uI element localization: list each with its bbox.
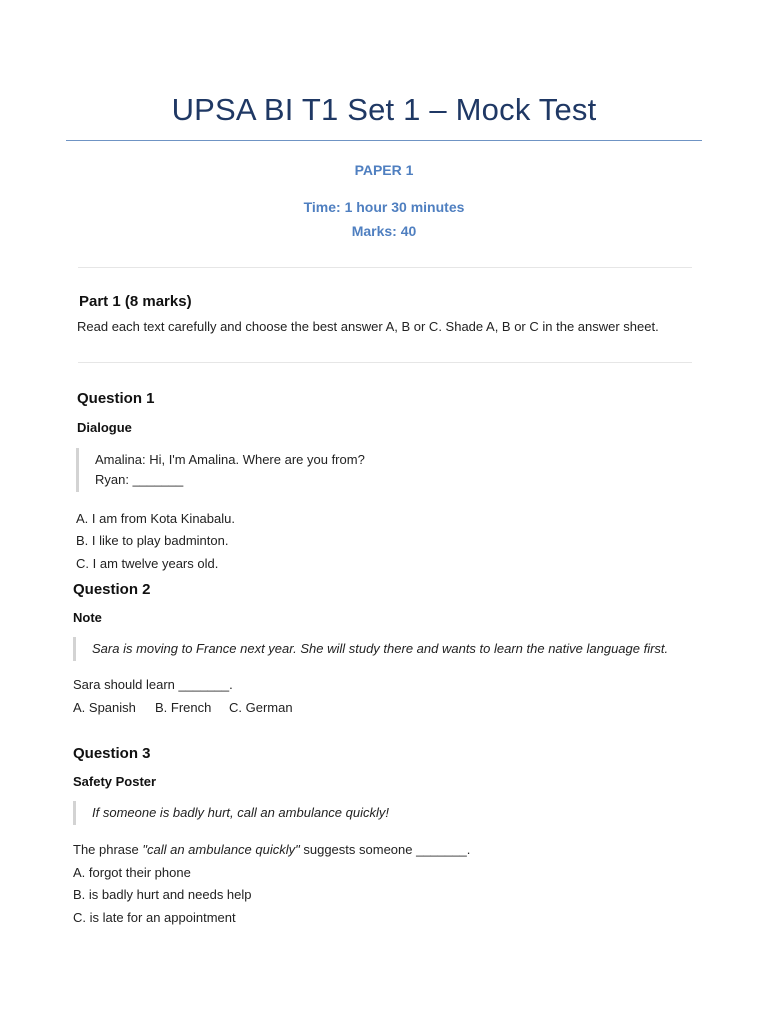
answer-option: A. I am from Kota Kinabalu. bbox=[76, 511, 235, 526]
stem-phrase: "call an ambulance quickly" bbox=[142, 842, 300, 857]
stem-text: suggests someone _______. bbox=[299, 842, 471, 857]
answer-option: A. forgot their phone bbox=[73, 865, 191, 880]
question-heading: Question 2 bbox=[73, 581, 151, 598]
paper-label: PAPER 1 bbox=[354, 162, 414, 178]
stem-text: The phrase bbox=[73, 842, 143, 857]
answer-option: C. German bbox=[229, 700, 293, 715]
part-instructions: Read each text carefully and choose the best answer A, B or C. Shade A, B or C in the answer sheet. bbox=[77, 319, 659, 334]
question-heading: Question 3 bbox=[73, 745, 151, 762]
question-stem: Sara should learn _______. bbox=[73, 677, 233, 692]
time-label: Time: 1 hour 30 minutes bbox=[303, 199, 465, 215]
answer-option: B. French bbox=[155, 700, 212, 715]
question-type: Note bbox=[73, 610, 102, 625]
section-divider bbox=[78, 267, 692, 268]
title-divider bbox=[66, 140, 702, 141]
question-stem bbox=[73, 842, 470, 857]
part-heading: Part 1 (8 marks) bbox=[79, 293, 192, 310]
answer-option: C. I am twelve years old. bbox=[76, 556, 219, 571]
quote-text: If someone is badly hurt, call an ambulance quickly! bbox=[92, 805, 389, 820]
quote-text: Sara is moving to France next year. She will study there and wants to learn the native language first. bbox=[92, 641, 669, 656]
answer-option: B. I like to play badminton. bbox=[76, 533, 229, 548]
answer-option: B. is badly hurt and needs help bbox=[73, 887, 252, 902]
quote-bar bbox=[73, 637, 76, 661]
quote-line: Amalina: Hi, I'm Amalina. Where are you from? bbox=[95, 452, 365, 467]
answer-option: A. Spanish bbox=[73, 700, 136, 715]
quote-bar bbox=[73, 801, 76, 825]
marks-label: Marks: 40 bbox=[351, 223, 417, 239]
question-type: Safety Poster bbox=[73, 774, 157, 789]
quote-bar bbox=[76, 448, 79, 492]
question-type: Dialogue bbox=[77, 420, 132, 435]
question-heading: Question 1 bbox=[77, 390, 155, 407]
answer-option: C. is late for an appointment bbox=[73, 910, 236, 925]
section-divider bbox=[78, 362, 692, 363]
quote-line: Ryan: _______ bbox=[95, 472, 184, 487]
page-title: UPSA BI T1 Set 1 – Mock Test bbox=[171, 92, 597, 127]
